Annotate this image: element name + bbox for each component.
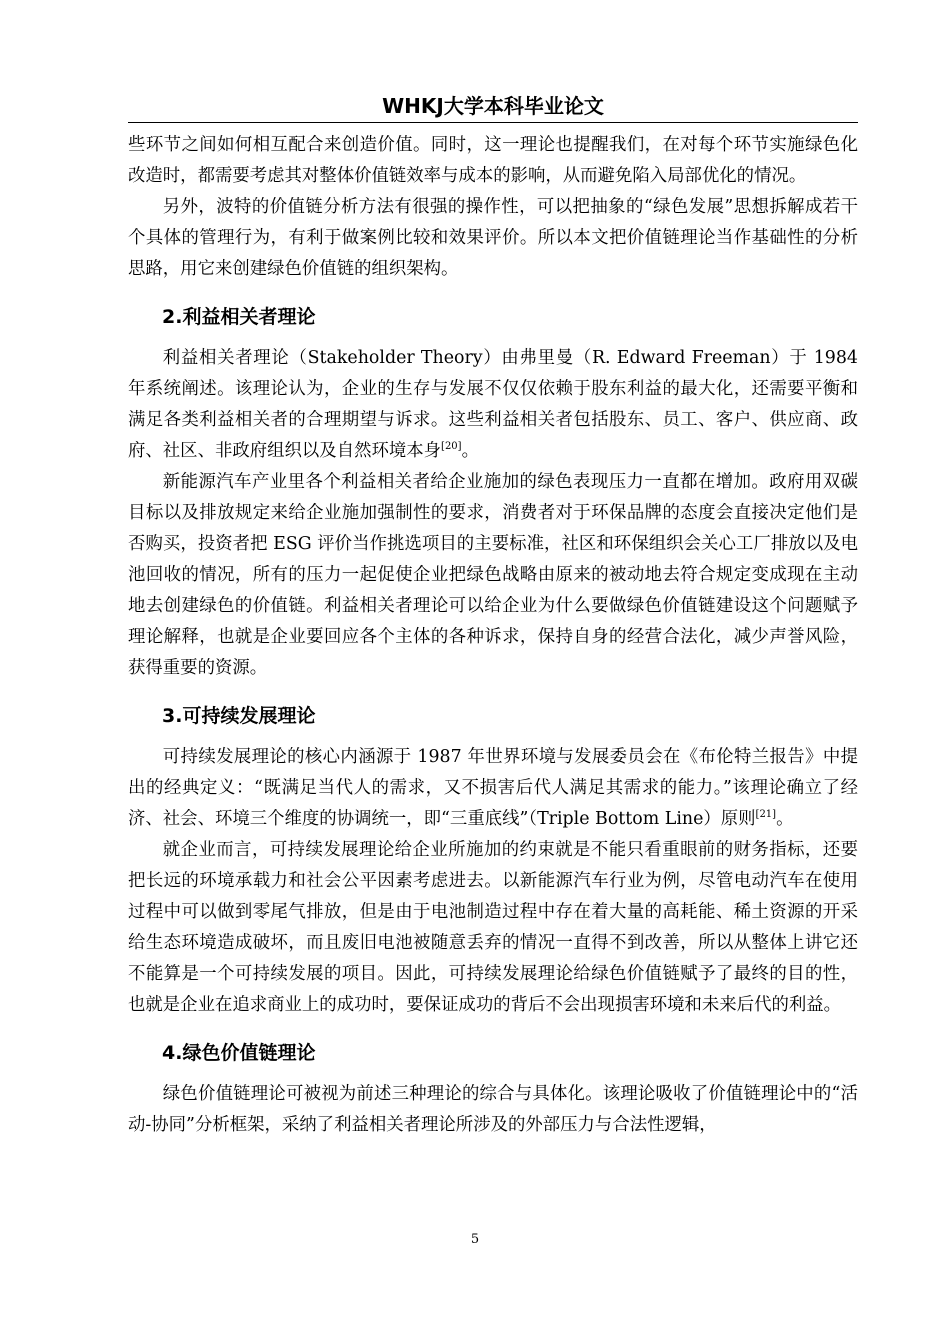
- page-header: WHKJ大学本科毕业论文: [128, 92, 858, 123]
- paragraph: 另外，波特的价值链分析方法有很强的操作性，可以把抽象的“绿色发展”思想拆解成若干个具体的管理行为，有利于做案例比较和效果评价。所以本文把价值链理论当作基础性的分析思路，用它来创建绿色价值链的组织架构。: [128, 197, 858, 279]
- paragraph: [128, 343, 858, 467]
- paragraph-text: 利益相关者理论（Stakeholder Theory）由弗里曼（R. Edward Freeman）于 1984 年系统阐述。该理论认为，企业的生存与发展不仅仅依赖于股东利益的最大化，还需要平衡和满足各类利益相关者的合理期望与诉求。这些利益相关者包括股东、员工、客户、供应商、政府、社区、非政府组织以及自然环境本身: [128, 348, 858, 461]
- document-body: [128, 130, 858, 1141]
- paragraph-tail: 。: [776, 809, 794, 829]
- paragraph: 些环节之间如何相互配合来创造价值。同时，这一理论也提醒我们，在对每个环节实施绿色化改造时，都需要考虑其对整体价值链效率与成本的影响，从而避免陷入局部优化的情况。: [128, 135, 858, 186]
- paragraph-tail: 。: [461, 441, 479, 461]
- section-heading: 4.绿色价值链理论: [162, 1042, 316, 1064]
- paragraph: [128, 742, 858, 835]
- section-heading: 2.利益相关者理论: [162, 306, 316, 328]
- paragraph: 新能源汽车产业里各个利益相关者给企业施加的绿色表现压力一直都在增加。政府用双碳目标以及排放规定来给企业施加强制性的要求，消费者对于环保品牌的态度会直接决定他们是否购买，投资者把 ESG 评价当作挑选项目的主要标准，社区和环保组织会关心工厂排放以及电池回收的情况，所有的压力一起促使企业把绿色战略由原来的被动地去符合规定变成现在主动地去创建绿色的价值链。利益相关者理论可以给企业为什么要做绿色价值链建设这个问题赋予理论解释，也就是企业要回应各个主体的各种诉求，保持自身的经营合法化，减少声誉风险，获得重要的资源。: [128, 472, 858, 678]
- page-number: 5: [470, 1232, 480, 1247]
- paragraph: 绿色价值链理论可被视为前述三种理论的综合与具体化。该理论吸收了价值链理论中的“活动-协同”分析框架，采纳了利益相关者理论所涉及的外部压力与合法性逻辑，: [128, 1084, 858, 1135]
- paragraph-text: 可持续发展理论的核心内涵源于 1987 年世界环境与发展委员会在《布伦特兰报告》中提出的经典定义：“既满足当代人的需求，又不损害后代人满足其需求的能力。”该理论确立了经济、社会、环境三个维度的协调统一，即“三重底线”（Triple Bottom Line）原则: [128, 747, 858, 829]
- section-heading: 3.可持续发展理论: [162, 705, 316, 727]
- paragraph: 就企业而言，可持续发展理论给企业所施加的约束就是不能只看重眼前的财务指标，还要把长远的环境承载力和社会公平因素考虑进去。以新能源汽车行业为例，尽管电动汽车在使用过程中可以做到零尾气排放，但是由于电池制造过程中存在着大量的高耗能、稀土资源的开采给生态环境造成破坏，而且废旧电池被随意丢弃的情况一直得不到改善，所以从整体上讲它还不能算是一个可持续发展的项目。因此，可持续发展理论给绿色价值链赋予了最终的目的性，也就是企业在追求商业上的成功时，要保证成功的背后不会出现损害环境和未来后代的利益。: [128, 840, 858, 1015]
- citation-ref: [20]: [441, 441, 462, 453]
- citation-ref: [21]: [755, 809, 777, 821]
